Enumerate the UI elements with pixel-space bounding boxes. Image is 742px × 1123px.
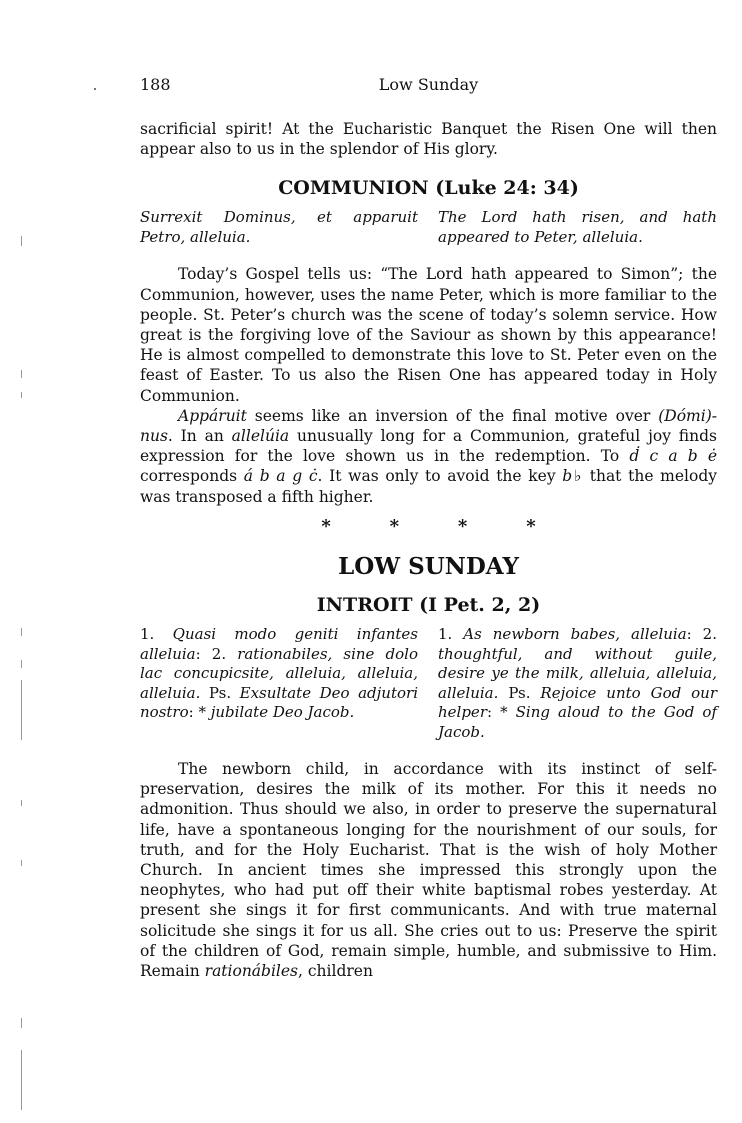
introit-english: 1. As newborn babes, alleluia: 2. thoughtful, and without guile, desire ye the milk, alleluia, alleluia, alleluia. Ps. Rejoice unto God our helper: * Sing aloud to the God of Jacob. xyxy=(438,625,717,741)
continued-paragraph: sacrificial spirit! At the Eucharistic Banquet the Risen One will then appear also to us in the splendor of His glory. xyxy=(140,120,717,159)
page-number: 188 xyxy=(140,75,171,94)
page-body xyxy=(140,119,717,981)
notes-1: ḋ c a b ė xyxy=(629,447,717,466)
term-rationabiles: rationábiles xyxy=(204,962,299,981)
term-alleluia: allelúia xyxy=(231,427,290,446)
separator-star: * xyxy=(526,515,536,537)
communion-heading: COMMUNION (Luke 24: 34) xyxy=(278,177,579,200)
term-apparuit: Appáruit xyxy=(178,406,247,425)
section-title: LOW SUNDAY xyxy=(338,553,519,581)
communion-commentary-2: Appáruit seems like an inversion of the final motive over (Dómi)-nus. In an allelúia unusually long for a Communion, grateful joy finds expression for the love shown us in the redemption. To ḋ c a b ė corresponds á b a g ċ. It was only to avoid the key b♭ that the melody was transposed a fifth higher. xyxy=(140,406,718,506)
notes-2: á b a g ċ xyxy=(243,467,318,486)
key-b-flat: b♭ xyxy=(562,467,584,486)
separator-star: * xyxy=(389,515,400,537)
separator-star: * xyxy=(321,515,331,537)
running-title: Low Sunday xyxy=(378,75,479,94)
separator-star: * xyxy=(457,515,468,537)
term-dominus: (Dómi)-nus xyxy=(140,406,717,446)
section-separator xyxy=(140,517,717,537)
introit-latin: 1. Quasi modo geniti infantes alleluia: 2. rationabiles, sine dolo lac concupicsite, alleluia, alleluia, alleluia. Ps. Exsultate Deo adjutori nostro: * jubilate Deo Jacob. xyxy=(140,625,418,722)
margin-marks xyxy=(0,0,30,1123)
running-header xyxy=(140,75,717,95)
introit-heading: INTROIT (I Pet. 2, 2) xyxy=(316,594,541,617)
communion-text xyxy=(140,208,717,247)
introit-text xyxy=(140,625,717,742)
communion-latin: Surrexit Dominus, et apparuit Petro, alleluia. xyxy=(140,208,418,246)
speck xyxy=(94,88,96,90)
communion-commentary-1: Today’s Gospel tells us: “The Lord hath appeared to Simon”; the Communion, however, uses the name Peter, which is more familiar to the people. St. Peter’s church was the scene of today’s solemn service. How great is the forgiving love of the Saviour as shown by this appearance! He is almost compelled to demonstrate this love to St. Peter even on the feast of Easter. To us also the Risen One has appeared today in Holy Communion. xyxy=(140,265,717,405)
communion-english: The Lord hath risen, and hath appeared to Peter, alleluia. xyxy=(438,208,717,246)
introit-commentary: The newborn child, in accordance with its instinct of self-preservation, desires the milk of its mother. For this it needs no admonition. Thus should we also, in order to preserve the supernatural life, have a spontaneous longing for the nourishment of our souls, for truth, and for the Holy Eucharist. That is the wish of holy Mother Church. In ancient times she impressed this strongly upon the neophytes, who had put off their white baptismal robes yesterday. At present she sings it for first communicants. And with true maternal solicitude she sings it for us all. She cries out to us: Preserve the spirit of the children of God, remain simple, humble, and submissive to Him. Remain rationábiles, children xyxy=(140,760,717,981)
